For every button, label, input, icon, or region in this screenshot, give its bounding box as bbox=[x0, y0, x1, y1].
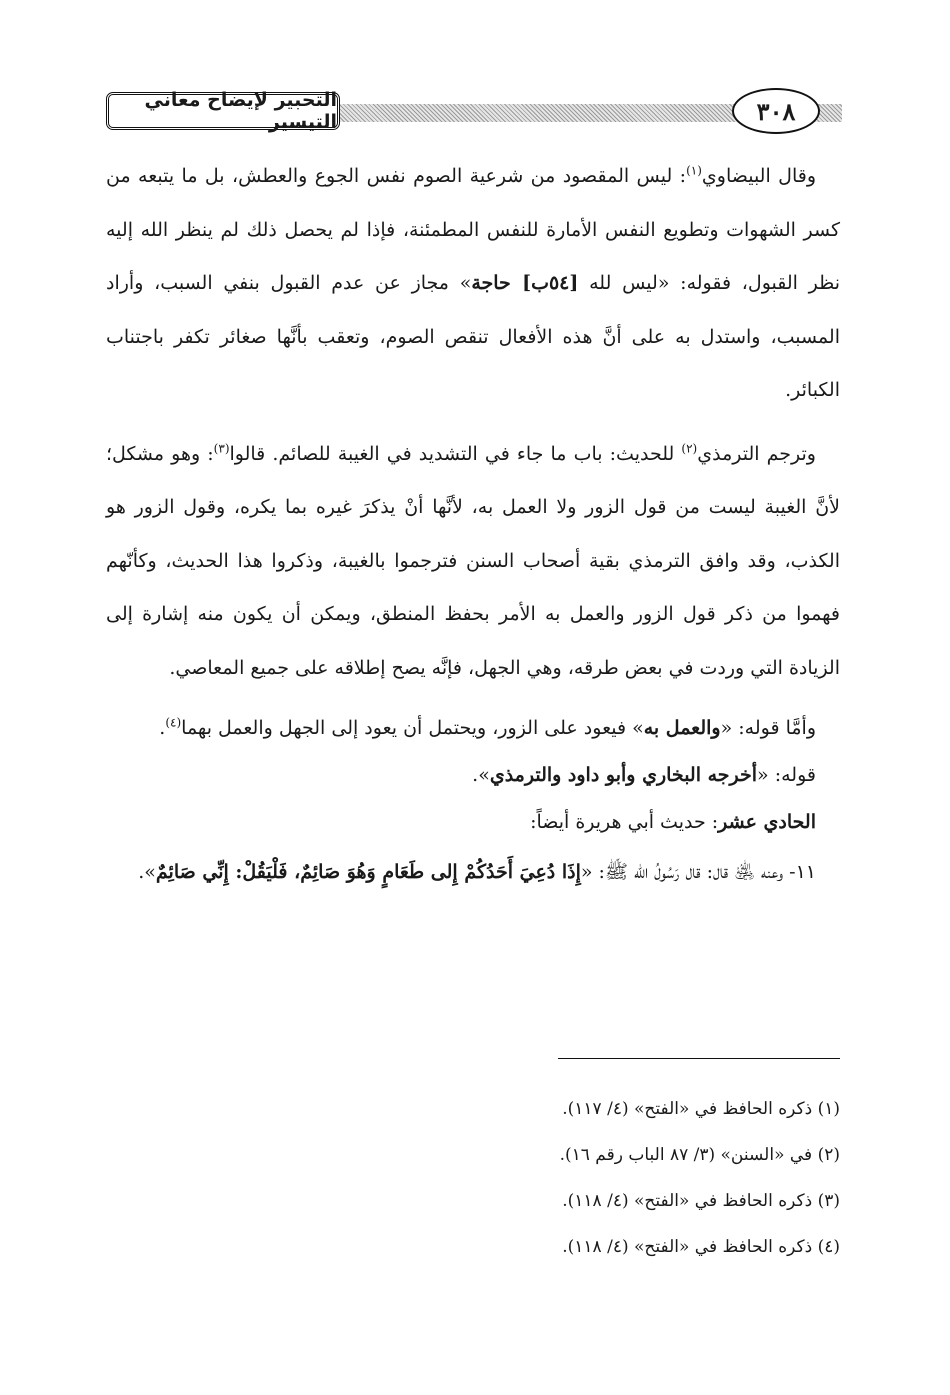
text-run: وأمَّا قوله: « bbox=[720, 717, 816, 739]
text-run: : وهو مشكل؛ لأنَّ الغيبة ليست من قول الزور ولا العمل به، لأنَّها أنْ يذكرَ غيره بما يكره، وقول الزور هو الكذب، وقد وافق الترمذي بقية أصحاب السنن فترجموا بالغيبة، وذكروا هذا الحديث، وكأنّهم فهموا من ذكر قول الزور والعمل به الأمر بحفظ المنطق، ويمكن أن يكون منه إشارة إلى الزيادة التي وردت في بعض طرقه، وهي الجهل، فإنَّه يصح إطلاقه على جميع المعاصي. bbox=[106, 442, 840, 679]
footnote-2: (٢) في «السنن» (٣/ ٨٧ الباب رقم ١٦). bbox=[559, 1145, 840, 1165]
text-run: للحديث: باب ما جاء في التشديد في الغيبة للصائم. قالوا bbox=[229, 442, 682, 465]
paragraph-4 bbox=[106, 752, 840, 799]
main-text bbox=[106, 150, 840, 900]
bold-run: إِذَا دُعِيَ أَحَدُكُمْ إِلى طَعَامٍ وَهُوَ صَائِمٌ، فَلْيَقُلْ: إِنِّي صَائِمٌ bbox=[155, 861, 581, 883]
bold-run: الحادي عشر bbox=[718, 811, 816, 833]
footnote-3: (٣) ذكره الحافظ في «الفتح» (٤/ ١١٨). bbox=[562, 1191, 840, 1211]
text-run: ». bbox=[472, 764, 490, 786]
footnote-divider bbox=[558, 1058, 840, 1059]
footnote-ref: (١) bbox=[686, 163, 702, 178]
paragraph-1 bbox=[106, 150, 840, 418]
footnote-ref: (٢) bbox=[681, 441, 698, 456]
text-run: وترجم الترمذي bbox=[697, 442, 816, 465]
paragraph-2 bbox=[106, 428, 840, 696]
page-header bbox=[106, 88, 842, 140]
text-run: » مجاز عن عدم القبول بنفي السبب، وأراد المسبب، واستدل به على أنَّ هذه الأفعال تنقص الصوم، وتعقب بأنَّها صغائر تكفر باجتناب الكبائر. bbox=[106, 272, 840, 401]
footnote-4: (٤) ذكره الحافظ في «الفتح» (٤/ ١١٨). bbox=[562, 1237, 840, 1257]
footnotes bbox=[240, 1086, 840, 1270]
paragraph-6 bbox=[106, 846, 840, 900]
text-run: ١١- وعنه ﵁ قال: قال رَسُولُ الله ﷺ: « bbox=[580, 861, 816, 883]
footnote-1: (١) ذكره الحافظ في «الفتح» (٤/ ١١٧). bbox=[562, 1099, 840, 1119]
book-title: التحبير لإيضاح معاني التيسير bbox=[106, 92, 340, 130]
text-run: وقال البيضاوي bbox=[701, 165, 816, 187]
paragraph-3 bbox=[106, 705, 840, 752]
bold-run: أخرجه البخاري وأبو داود والترمذي bbox=[489, 764, 758, 786]
text-run: ». bbox=[138, 861, 156, 883]
page-number: ٣٠٨ bbox=[732, 88, 820, 134]
footnote-ref: (٣) bbox=[213, 441, 230, 456]
bold-run: [٥٤ب] حاجة bbox=[471, 272, 579, 294]
paragraph-5 bbox=[106, 799, 840, 846]
text-run: : ليس المقصود من شرعية الصوم نفس الجوع والعطش، بل ما يتبعه من كسر الشهوات وتطويع النفس الأمارة للنفس المطمئنة، فإذا لم يحصل ذلك لم ينظر الله إليه نظر القبول، فقوله: «ليس لله bbox=[106, 165, 841, 294]
bold-run: والعمل به bbox=[643, 717, 721, 739]
text-run: » فيعود على الزور، ويحتمل أن يعود إلى الجهل والعمل بهما bbox=[181, 717, 644, 739]
text-run: . bbox=[159, 717, 166, 739]
text-run: : حديث أبي هريرة أيضاً: bbox=[530, 811, 719, 833]
footnote-ref: (٤) bbox=[165, 715, 182, 730]
text-run: قوله: « bbox=[757, 764, 816, 786]
